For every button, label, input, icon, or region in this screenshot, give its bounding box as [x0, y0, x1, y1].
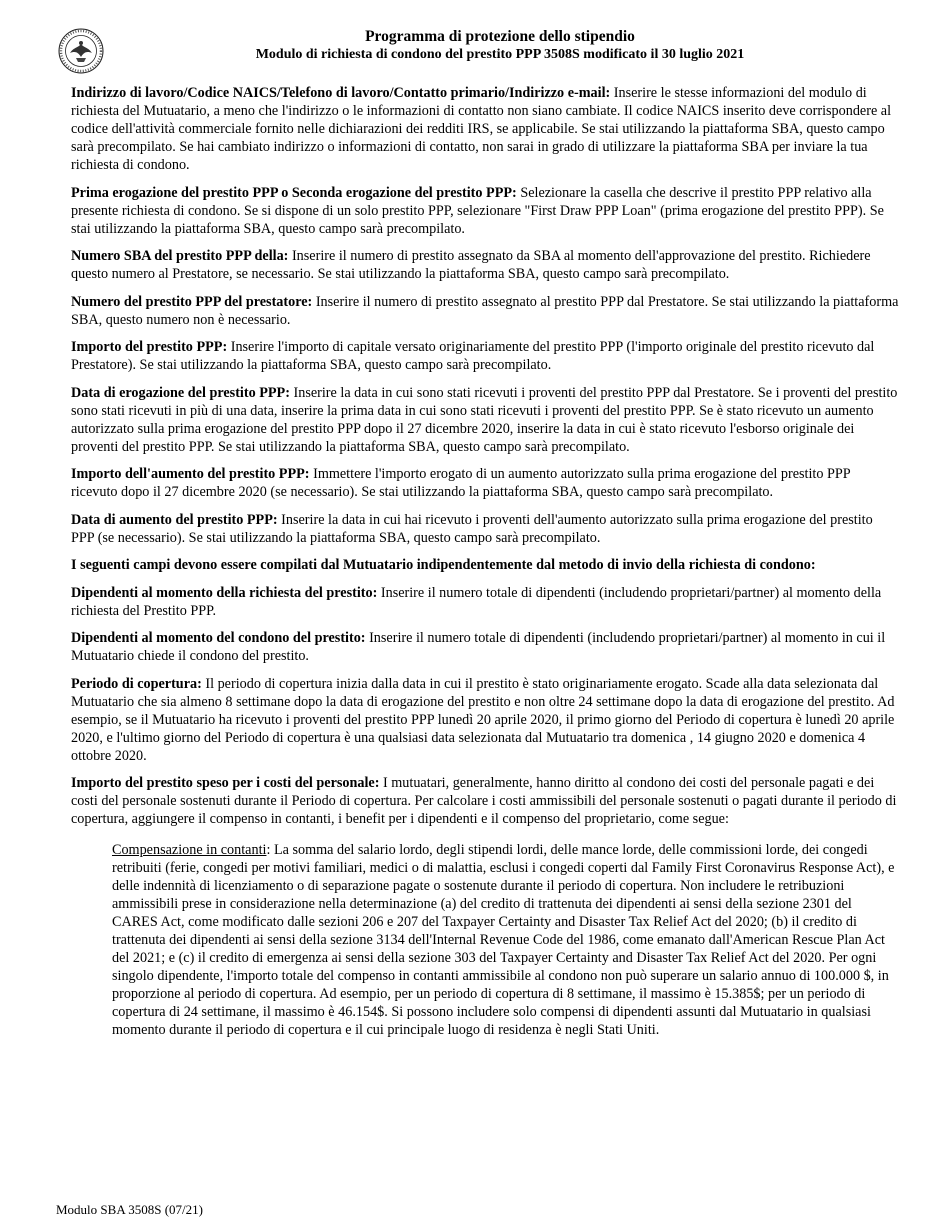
instruction-address: Indirizzo di lavoro/Codice NAICS/Telefono di lavoro/Contatto primario/Indirizzo e-mail: Inserire le stesse informazioni del modulo di richiesta del Mutuatario, a meno che l'indirizzo o le informazioni di contatto non siano cambiate. Il codice NAICS inserito deve corrispondere al codice dell'attività commerciale fornito nelle dichiarazioni dei redditi IRS, se applicabile. Se stai utilizzando la piattaforma SBA, questo campo sarà precompilato. Se hai cambiato indirizzo o informazioni di contatto, non sarai in grado di utilizzare la piattaforma SBA per inviare la tua richiesta di condono.: [71, 85, 892, 173]
instruction-loan-amount: Importo del prestito PPP: Inserire l'importo di capitale versato originariamente del prestito PPP (l'importo originale del prestito ricevuto dal Prestatore). Se stai utilizzando la piattaforma SBA, questo campo sarà precompilato.: [71, 339, 875, 373]
sba-seal-icon: [58, 28, 104, 74]
instruction-increase-date: Data di aumento del prestito PPP: Inserire la data in cui hai ricevuto i proventi dell'aumento autorizzato sulla prima erogazione del prestito PPP (se necessario). Se stai utilizzando la piattaforma SBA, questo campo sarà precompilato.: [71, 511, 873, 546]
instruction-covered-period: Periodo di copertura: Il periodo di copertura inizia dalla data in cui il prestito è stato originariamente erogato. Scade alla data selezionata dal Mutuatario che sia almeno 8 settimane dopo la data di erogazione del prestito e non oltre 24 settimane dopo la data di erogazione del prestito. Ad esempio, se il Mutuatario ha ricevuto i proventi del prestito PPP lunedì 20 aprile 2020, il primo giorno del Periodo di copertura è lunedì 20 aprile 2020, e l'ultimo giorno del Periodo di copertura è una qualsiasi data selezionata dal Mutuatario tra domenica , 14 giugno 2020 e domenica 4 ottobre 2020.: [71, 675, 895, 764]
instruction-disbursement-date: Data di erogazione del prestito PPP: Inserire la data in cui sono stati ricevuti i proventi del prestito PPP dal Prestatore. Se i proventi del prestito sono stati ricevuti in più di una data, inserire la prima data in cui sono stati ricevuti i proventi del prestito PPP. Se è stato ricevuto un aumento autorizzato sulla prima erogazione del prestito PPP dopo il 27 dicembre 2020, inserire la data in cui è stato ricevuto l'esborso originale dei proventi del prestito PPP. Se stai utilizzando la piattaforma SBA, questo campo sarà precompilato.: [71, 384, 898, 455]
instruction-lender-loan-number: Numero del prestito PPP del prestatore: Inserire il numero di prestito assegnato al prestito PPP dal Prestatore. Se stai utilizzando la piattaforma SBA, questo numero non è necessario.: [71, 293, 899, 328]
instruction-employees-application: Dipendenti al momento della richiesta del prestito: Inserire il numero totale di dipendenti (includendo proprietari/partner) al momento della richiesta del Prestito PPP.: [71, 584, 882, 619]
instruction-draw-type: Prima erogazione del prestito PPP o Seconda erogazione del prestito PPP: Selezionare la casella che descrive il prestito PPP relativo alla presente richiesta di condono. Se si dispone di un solo prestito PPP, selezionare "First Draw PPP Loan" (prima erogazione del prestito PPP). Se stai utilizzando la piattaforma SBA, questo campo sarà precompilato.: [71, 184, 884, 237]
cash-compensation-item: Compensazione in contanti: La somma del salario lordo, degli stipendi lordi, delle mance lorde, delle commissioni lorde, dei congedi retribuiti (ferie, congedi per motivi familiari, medici o di malattia, esclusi i congedi coperti dal Family First Coronavirus Response Act), e delle indennità di licenziamento o di separazione pagate o sostenute durante il periodo di copertura. Non includere le retribuzioni ammissibili prese in considerazione nella determinazione (a) del credito di trattenuta dei dipendenti ai sensi della sezione 2301 del CARES Act, come modificato dalle sezioni 206 e 207 del Taxpayer Certainty and Disaster Tax Relief Act del 2020; (b) il credito di trattenuta dei dipendenti ai sensi della sezione 3134 dell'Internal Revenue Code del 1986, come emanato dall'American Rescue Plan Act del 2021; e (c) il credito di emergenza ai sensi della sezione 303 del Taxpayer Certainty and Disaster Tax Relief Act del 2020. Per ogni singolo dipendente, l'importo totale del compenso in contanti ammissibile al condono non può superare un salario annuo di 100.000 $, in proporzione al periodo di copertura. Ad esempio, per un periodo di copertura di 8 settimane, il massimo è 15.385$; per un periodo di copertura di 24 settimane, il massimo è 46.154$. Si possono includere solo compensi di dipendenti assunti dal Mutuatario in qualsiasi momento durante il periodo di copertura e il cui principale luogo di residenza è negli Stati Uniti.: [112, 842, 895, 1038]
page-title: Programma di protezione dello stipendio: [365, 28, 635, 45]
instruction-employees-forgiveness: Dipendenti al momento del condono del prestito: Inserire il numero totale di dipendenti (includendo proprietari/partner) al momento in cui il Mutuatario chiede il condono del prestito.: [71, 630, 886, 664]
instructions-body: [71, 84, 899, 1049]
page-header: [150, 27, 850, 64]
page-subtitle: Modulo di richiesta di condono del prestito PPP 3508S modificato il 30 luglio 2021: [255, 47, 745, 62]
borrower-notice: I seguenti campi devono essere compilati dal Mutuatario indipendentemente dal metodo di invio della richiesta di condono:: [71, 557, 816, 573]
instruction-payroll-costs: Importo del prestito speso per i costi del personale: I mutuatari, generalmente, hanno diritto al condono dei costi del personale pagati e dei costi del personale sostenuti durante il Periodo di copertura. Per calcolare i costi ammissibili del personale sostenuti o pagati durante il periodo di copertura, aggiungere il compenso in contanti, i benefit per i dipendenti e il compenso del proprietario, come segue:: [71, 775, 897, 827]
instruction-increase-amount: Importo dell'aumento del prestito PPP: Immettere l'importo erogato di un aumento autorizzato sulla prima erogazione del prestito PPP ricevuto dopo il 27 dicembre 2020 (se necessario). Se stai utilizzando la piattaforma SBA, questo campo sarà precompilato.: [71, 466, 851, 500]
instruction-sba-loan-number: Numero SBA del prestito PPP della: Inserire il numero di prestito assegnato da SBA al momento dell'approvazione del prestito. Richiedere questo numero al Prestatore, se necessario. Se stai utilizzando la piattaforma SBA, questo campo sarà precompilato.: [71, 248, 871, 282]
form-footer: Modulo SBA 3508S (07/21): [56, 1202, 203, 1217]
